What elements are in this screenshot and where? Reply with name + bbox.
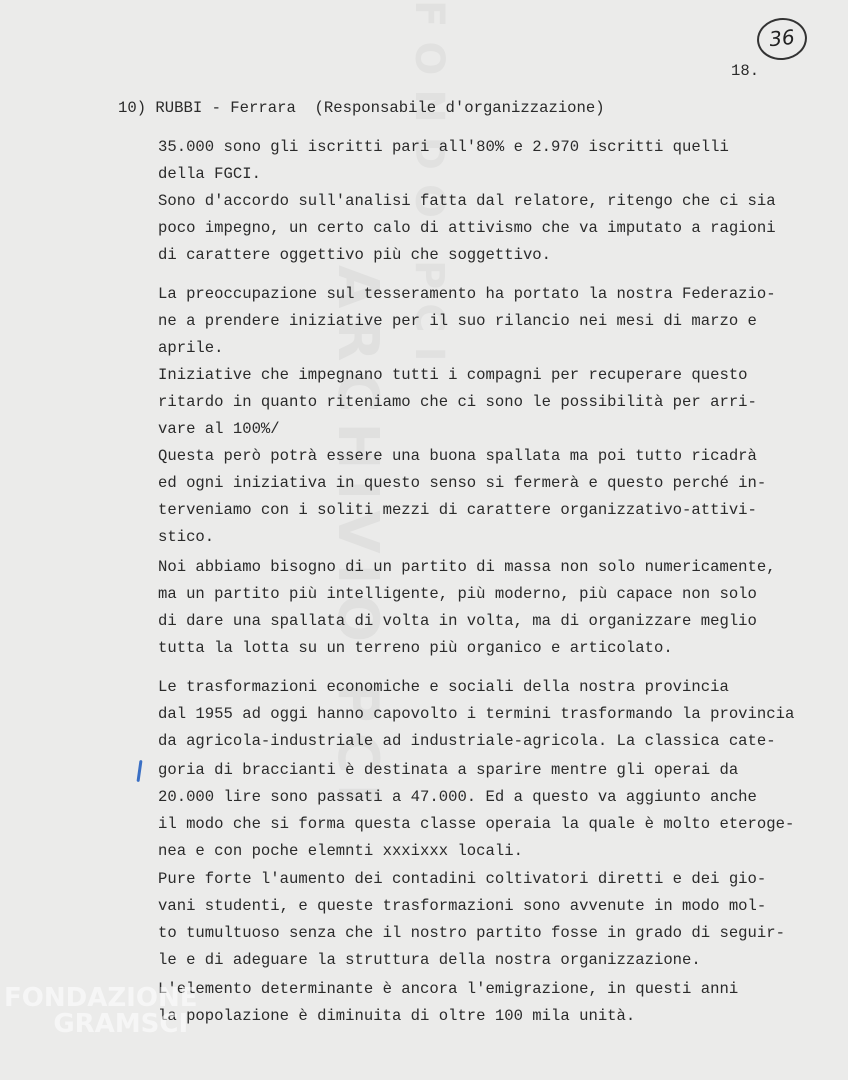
text-line: goria di braccianti è destinata a sparire mentre gli operai da xyxy=(158,761,739,779)
logo-line-2: GRAMSCI xyxy=(53,1009,189,1039)
text-line: vani studenti, e queste trasformazioni sono avvenute in modo mol- xyxy=(158,897,767,915)
text-line: Noi abbiamo bisogno di un partito di massa non solo numericamente, xyxy=(158,558,776,576)
text-line: L'elemento determinante è ancora l'emigrazione, in questi anni xyxy=(158,980,739,998)
margin-annotation-mark xyxy=(136,760,142,782)
text-line: ritardo in quanto riteniamo che ci sono le possibilità per arri- xyxy=(158,393,757,411)
folio-number-circled: 36 xyxy=(755,16,809,63)
text-line: ne a prendere iniziative per il suo rilancio nei mesi di marzo e xyxy=(158,312,757,330)
text-line: tutta la lotta su un terreno più organico e articolato. xyxy=(158,639,673,657)
text-line: la popolazione è diminuita di oltre 100 mila unità. xyxy=(158,1007,636,1025)
text-line: 35.000 sono gli iscritti pari all'80% e 2.970 iscritti quelli xyxy=(158,138,729,156)
text-line: 20.000 lire sono passati a 47.000. Ed a questo va aggiunto anche xyxy=(158,788,757,806)
speaker-heading: 10) RUBBI - Ferrara (Responsabile d'organizzazione) xyxy=(118,99,605,117)
text-line: ma un partito più intelligente, più moderno, più capace non solo xyxy=(158,585,757,603)
text-line: poco impegno, un certo calo di attivismo che va imputato a ragioni xyxy=(158,219,776,237)
logo-line-1: FONDAZIONE xyxy=(4,983,198,1013)
text-line: nea e con poche elemnti xxxixxx locali. xyxy=(158,842,523,860)
text-line: vare al 100%/ xyxy=(158,420,280,438)
text-line: Iniziative che impegnano tutti i compagni per recuperare questo xyxy=(158,366,748,384)
fondazione-gramsci-logo xyxy=(4,985,197,1037)
text-line: dal 1955 ad oggi hanno capovolto i termini trasformando la provincia xyxy=(158,705,795,723)
text-line: il modo che si forma questa classe operaia la quale è molto eteroge- xyxy=(158,815,795,833)
text-line: da agricola-industriale ad industriale-agricola. La classica cate- xyxy=(158,732,776,750)
text-line: La preoccupazione sul tesseramento ha portato la nostra Federazio- xyxy=(158,285,776,303)
text-line: stico. xyxy=(158,528,215,546)
text-line: terveniamo con i soliti mezzi di carattere organizzativo-attivi- xyxy=(158,501,757,519)
text-line: Pure forte l'aumento dei contadini coltivatori diretti e dei gio- xyxy=(158,870,767,888)
text-line: aprile. xyxy=(158,339,224,357)
text-line: ed ogni iniziativa in questo senso si fermerà e questo perché in- xyxy=(158,474,767,492)
page-number: 18. xyxy=(731,62,760,80)
text-line: le e di adeguare la struttura della nostra organizzazione. xyxy=(158,951,701,969)
text-line: della FGCI. xyxy=(158,165,261,183)
text-line: to tumultuoso senza che il nostro partito fosse in grado di seguir- xyxy=(158,924,785,942)
watermark-vertical-secondary xyxy=(402,0,452,1080)
watermark-vertical xyxy=(330,0,390,1080)
text-line: Sono d'accordo sull'analisi fatta dal relatore, ritengo che ci sia xyxy=(158,192,776,210)
text-line: di carattere oggettivo più che soggettivo. xyxy=(158,246,552,264)
text-line: Questa però potrà essere una buona spallata ma poi tutto ricadrà xyxy=(158,447,757,465)
text-line: Le trasformazioni economiche e sociali della nostra provincia xyxy=(158,678,729,696)
text-line: di dare una spallata di volta in volta, ma di organizzare meglio xyxy=(158,612,757,630)
